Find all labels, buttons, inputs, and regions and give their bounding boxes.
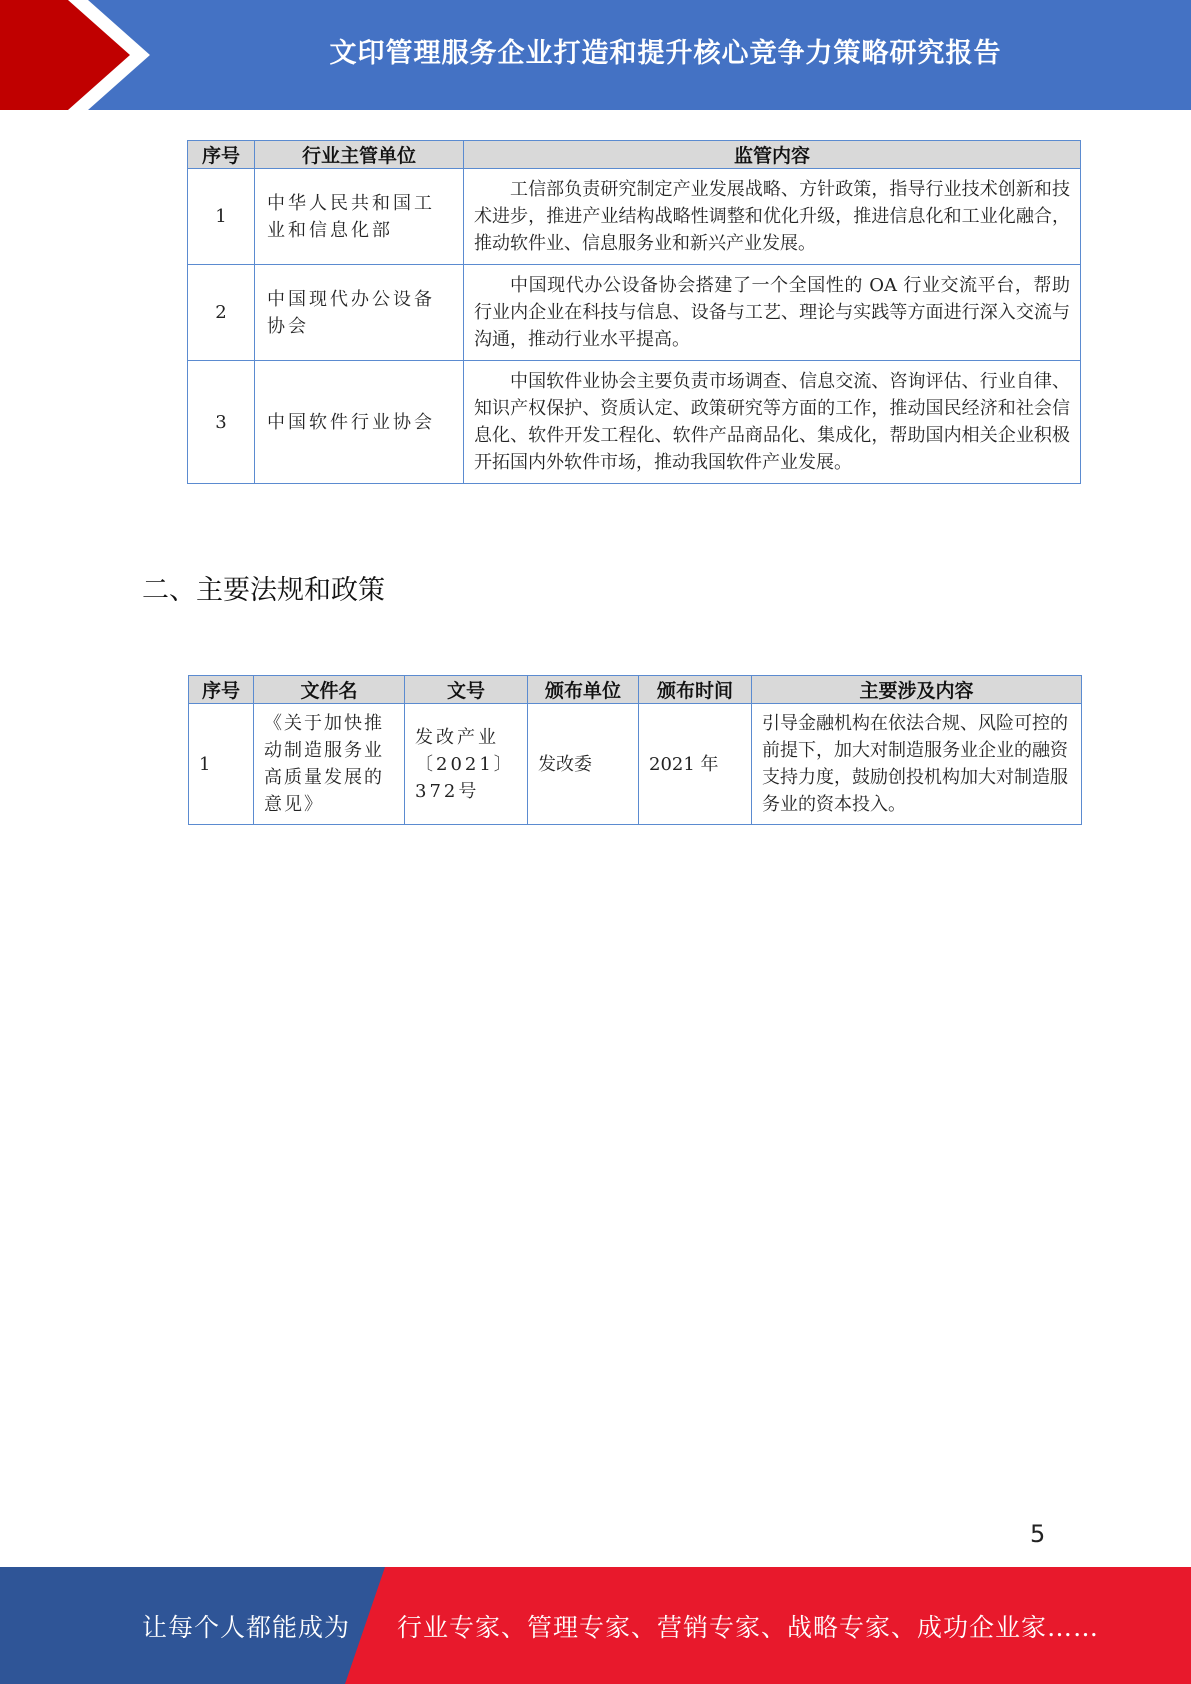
row-content: 工信部负责研究制定产业发展战略、方针政策，指导行业技术创新和技术进步，推进产业结构战略性调整和优化升级，推进信息化和工业化融合，推动软件业、信息服务业和新兴产业发展。 [464,169,1081,265]
page-header [0,0,1191,110]
table-header-row [188,141,1081,169]
row-doc-name: 《关于加快推动制造服务业高质量发展的意见》 [254,704,405,825]
row-num: 2 [188,265,255,361]
table-header-row [189,676,1082,704]
row-num: 3 [188,361,255,484]
page-footer [0,1567,1191,1684]
regulators-table [187,140,1081,484]
header-red-arrow [0,0,150,110]
col-header-unit: 行业主管单位 [255,141,464,169]
row-unit: 中国现代办公设备协会 [255,265,464,361]
report-title: 文印管理服务企业打造和提升核心竞争力策略研究报告 [329,37,1002,69]
row-content: 引导金融机构在依法合规、风险可控的前提下，加大对制造服务业企业的融资支持力度，鼓励创投机构加大对制造服务业的资本投入。 [752,704,1082,825]
table-row [188,361,1081,484]
table-row [188,265,1081,361]
row-num: 1 [188,169,255,265]
section-heading: 二、主要法规和政策 [142,575,385,606]
row-date: 2021 年 [639,704,752,825]
row-issuer: 发改委 [528,704,639,825]
header-arrow-decoration [0,0,160,110]
col-header-issuer: 颁布单位 [528,676,639,704]
col-header-num: 序号 [188,141,255,169]
row-unit: 中华人民共和国工业和信息化部 [255,169,464,265]
row-num: 1 [189,704,254,825]
col-header-num: 序号 [189,676,254,704]
row-content: 中国现代办公设备协会搭建了一个全国性的 OA 行业交流平台，帮助行业内企业在科技与信息、设备与工艺、理论与实践等方面进行深入交流与沟通，推动行业水平提高。 [464,265,1081,361]
table-row [189,704,1082,825]
policies-table [188,675,1082,825]
page-number: 5 [1030,1520,1046,1548]
table-row [188,169,1081,265]
row-content: 中国软件业协会主要负责市场调查、信息交流、咨询评估、行业自律、知识产权保护、资质认定、政策研究等方面的工作，推动国民经济和社会信息化、软件开发工程化、软件产品商品化、集成化，帮助国内相关企业积极开拓国内外软件市场，推动我国软件产业发展。 [464,361,1081,484]
col-header-doc-no: 文号 [405,676,528,704]
footer-slogan-right: 行业专家、管理专家、营销专家、战略专家、成功企业家…… [397,1612,1100,1642]
row-unit: 中国软件行业协会 [255,361,464,484]
col-header-content: 主要涉及内容 [752,676,1082,704]
row-doc-no: 发改产业〔2021〕372号 [405,704,528,825]
footer-slogan-left: 让每个人都能成为 [142,1612,351,1642]
col-header-content: 监管内容 [464,141,1081,169]
col-header-date: 颁布时间 [639,676,752,704]
col-header-name: 文件名 [254,676,405,704]
